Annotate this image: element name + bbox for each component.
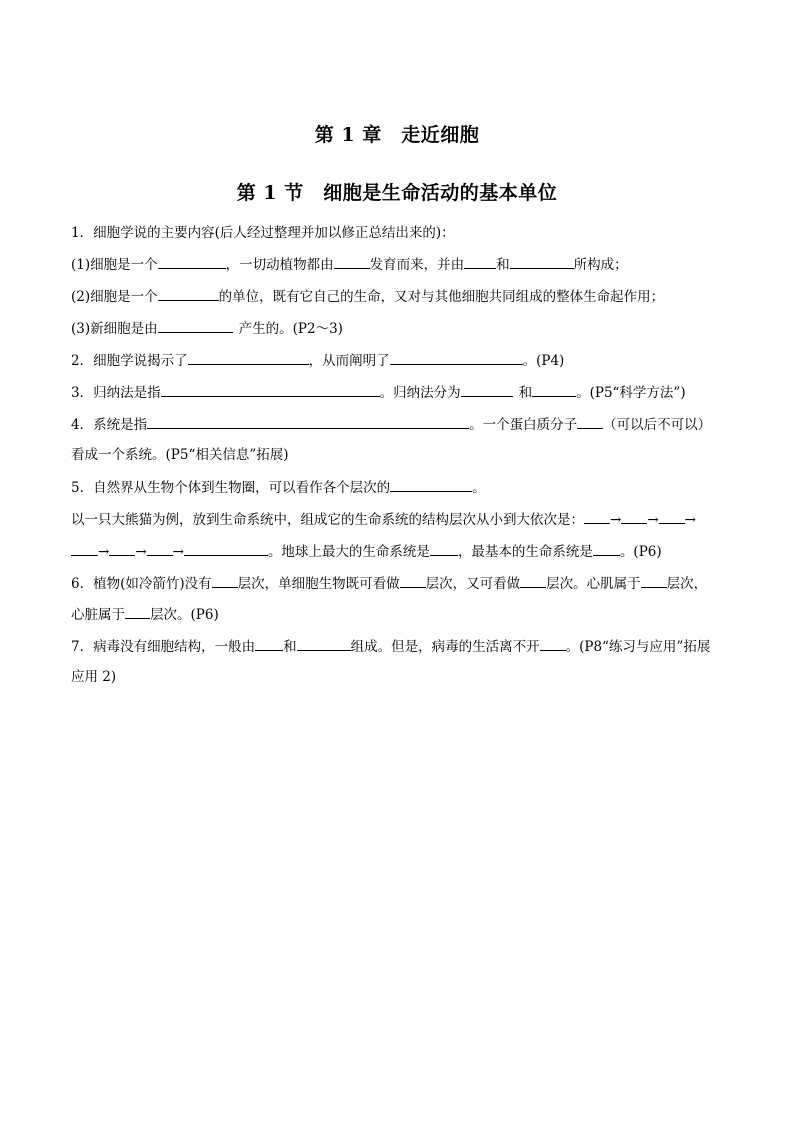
fill-blank[interactable] (584, 510, 610, 524)
fill-blank[interactable] (184, 542, 268, 556)
text-segment: 产生的。(P2～3) (238, 321, 343, 337)
text-segment: 6．植物(如冷箭竹)没有 (71, 576, 212, 592)
text-segment: 层次， (666, 576, 708, 592)
text-segment: 2．细胞学说揭示了 (71, 353, 188, 369)
fill-blank[interactable] (147, 542, 173, 556)
fill-blank[interactable] (334, 255, 370, 269)
question-5 (71, 478, 486, 497)
arrow-text: → (647, 512, 659, 528)
fill-blank[interactable] (125, 605, 150, 619)
chapter-title: 第 1 章 走近细胞 (314, 124, 480, 146)
fill-blank[interactable] (147, 415, 469, 429)
text-segment: 3．归纳法是指 (71, 385, 161, 401)
question-1-item-1 (71, 255, 628, 274)
text-segment: 层次。心肌属于 (546, 576, 641, 592)
arrow-text: → (98, 544, 110, 560)
text-segment: 1．细胞学说的主要内容(后人经过整理并加以修正总结出来的)： (71, 225, 455, 241)
fill-blank[interactable] (540, 637, 566, 651)
question-2 (71, 351, 564, 370)
fill-blank[interactable] (400, 574, 426, 588)
text-segment: 组成。但是，病毒的生活离不开 (350, 639, 540, 655)
arrow-text: → (610, 512, 622, 528)
text-segment: ，一切动植物都由 (225, 257, 334, 273)
fill-blank[interactable] (520, 574, 546, 588)
fill-blank[interactable] (161, 383, 380, 397)
text-segment: 应用 2) (71, 669, 117, 685)
text-segment: 。地球上最大的生命系统是 (267, 544, 430, 560)
text-segment: 和 (496, 257, 510, 273)
question-3 (71, 383, 686, 402)
text-segment: 。(P8“练习与应用”拓展 (565, 639, 711, 655)
text-segment: （可以后不可以） (603, 417, 712, 433)
text-segment: 。一个蛋白质分子 (469, 417, 578, 433)
text-segment: 层次，单细胞生物既可看做 (237, 576, 400, 592)
text-segment: 心脏属于 (71, 607, 125, 623)
fill-blank[interactable] (464, 255, 496, 269)
question-1-item-2 (71, 287, 664, 306)
fill-blank[interactable] (212, 574, 238, 588)
text-segment: 的单位，既有它自己的生命，又对与其他细胞共同组成的整体生命起作用； (218, 289, 665, 305)
fill-blank[interactable] (461, 383, 513, 397)
text-segment: 7．病毒没有细胞结构，一般由 (71, 639, 256, 655)
question-6 (71, 574, 707, 593)
fill-blank[interactable] (71, 542, 98, 556)
text-segment: 。 (472, 480, 486, 496)
text-segment: 层次。(P6) (150, 607, 219, 623)
arrow-text: → (684, 512, 696, 528)
question-6-continued (71, 605, 219, 624)
arrow-text: → (172, 544, 184, 560)
fill-blank[interactable] (390, 478, 472, 492)
text-segment: 4．系统是指 (71, 417, 148, 433)
fill-blank[interactable] (621, 510, 647, 524)
fill-blank[interactable] (158, 255, 226, 269)
question-1-heading (71, 224, 455, 242)
text-segment: (1)细胞是一个 (71, 257, 158, 273)
question-4-continued (71, 446, 289, 464)
fill-blank[interactable] (641, 574, 667, 588)
fill-blank[interactable] (532, 383, 576, 397)
fill-blank[interactable] (390, 351, 523, 365)
fill-blank[interactable] (577, 415, 603, 429)
text-segment: (2)细胞是一个 (71, 289, 158, 305)
text-segment: 。归纳法分为 (379, 385, 461, 401)
section-title: 第 1 节 细胞是生命活动的基本单位 (236, 182, 558, 204)
fill-blank[interactable] (593, 542, 620, 556)
text-segment: 层次，又可看做 (425, 576, 521, 592)
fill-blank[interactable] (510, 255, 574, 269)
question-5-example (71, 510, 696, 529)
text-segment: 所构成； (573, 257, 628, 273)
text-segment: 和 (518, 385, 533, 401)
question-4 (71, 415, 711, 434)
text-segment: 。(P6) (619, 544, 662, 560)
question-7 (71, 637, 710, 656)
text-segment: ，从而阐明了 (308, 353, 390, 369)
question-7-continued (71, 668, 116, 686)
text-segment: 。(P4) (522, 353, 565, 369)
text-segment: 5．自然界从生物个体到生物圈，可以看作各个层次的 (71, 480, 391, 496)
text-segment: ，最基本的生命系统是 (457, 544, 593, 560)
text-segment: 和 (283, 639, 297, 655)
text-segment: 看成一个系统。(P5“相关信息”拓展) (71, 447, 289, 463)
fill-blank[interactable] (109, 542, 135, 556)
fill-blank[interactable] (158, 319, 233, 333)
fill-blank[interactable] (659, 510, 685, 524)
arrow-text: → (135, 544, 147, 560)
question-5-example-continued (71, 542, 662, 561)
fill-blank[interactable] (158, 287, 219, 301)
question-1-item-3 (71, 319, 343, 338)
fill-blank[interactable] (255, 637, 283, 651)
text-segment: 。(P5“科学方法”) (576, 385, 686, 401)
fill-blank[interactable] (188, 351, 309, 365)
fill-blank[interactable] (297, 637, 351, 651)
fill-blank[interactable] (430, 542, 458, 556)
text-segment: (3)新细胞是由 (71, 321, 158, 337)
text-segment: 发育而来，并由 (369, 257, 465, 273)
text-segment: 以一只大熊猫为例，放到生命系统中，组成它的生命系统的结构层次从小到大依次是： (71, 512, 584, 528)
